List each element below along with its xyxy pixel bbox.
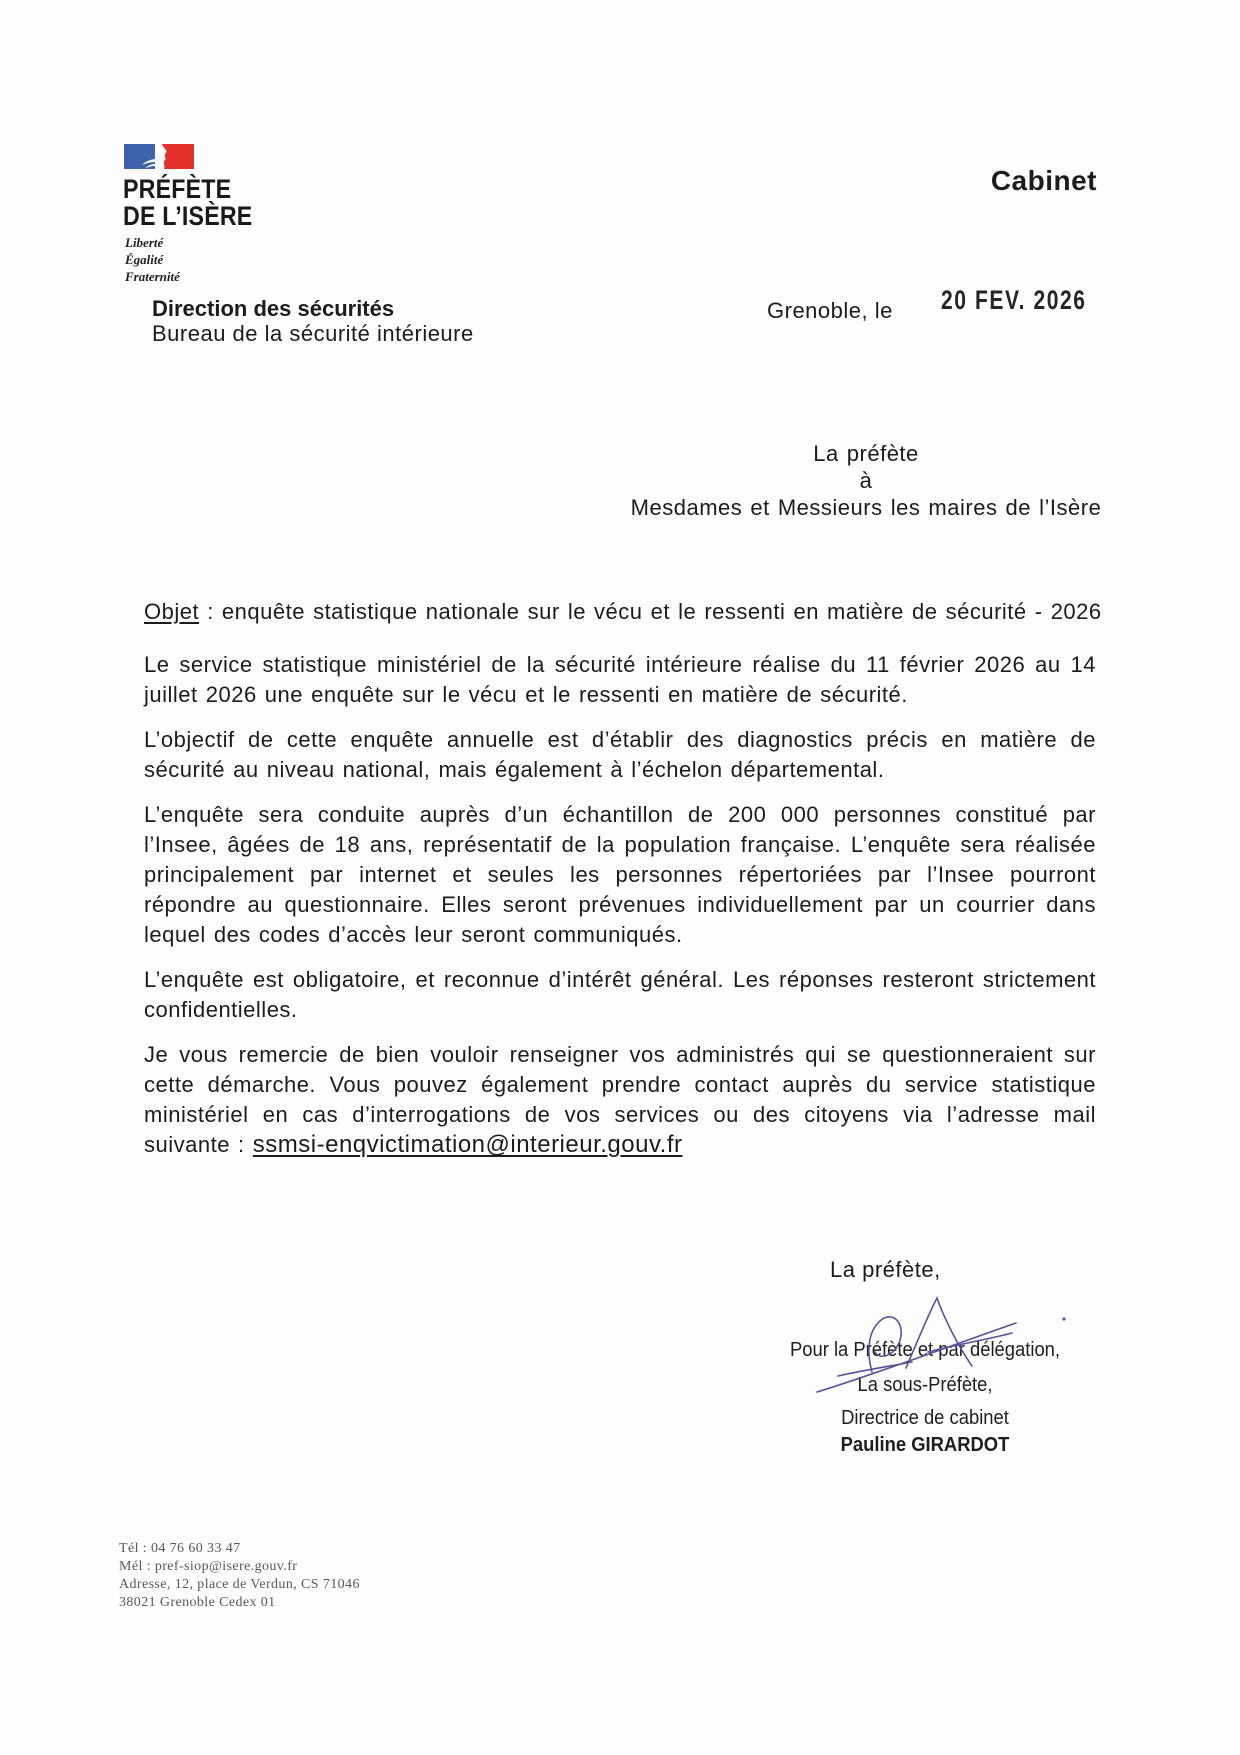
handwritten-signature bbox=[800, 1285, 1080, 1405]
marianne-logo-icon bbox=[124, 144, 194, 169]
body-paragraph-text: Je vous remercie de bien vouloir renseigner vos administrés qui se questionneraient sur cette démarche. Vous pouvez également prendre contact auprès du service statistique ministériel en cas d’interrogations de vos services ou des citoyens via l’adresse mail suivante : bbox=[144, 1042, 1096, 1157]
signature-stroke bbox=[838, 1362, 912, 1376]
motto-word: Fraternité bbox=[125, 269, 180, 284]
signature-stroke bbox=[869, 1317, 901, 1372]
letter-body bbox=[144, 650, 1096, 1175]
contact-footer bbox=[119, 1540, 360, 1612]
logo-red-band bbox=[162, 144, 194, 169]
signatory-name: Pauline GIRARDOT bbox=[840, 1434, 1010, 1456]
signature-dot bbox=[1062, 1317, 1065, 1320]
footer-phone: Tél : 04 76 60 33 47 bbox=[119, 1541, 241, 1556]
footer-address: Adresse, 12, place de Verdun, CS 71046 bbox=[119, 1577, 360, 1592]
prefecture-name bbox=[123, 176, 252, 230]
closing-title: La préfète, bbox=[830, 1257, 941, 1282]
contact-email-link[interactable]: ssmsi-enqvictimation@interieur.gouv.fr bbox=[252, 1131, 683, 1158]
body-paragraph bbox=[144, 1040, 1096, 1160]
signature-title: Directrice de cabinet bbox=[841, 1407, 1009, 1429]
subject-text: : enquête statistique nationale sur le vécu et le ressenti en matière de sécurité - 2026 bbox=[199, 599, 1102, 624]
body-paragraph: Le service statistique ministériel de la sécurité intérieure réalise du 11 février 2026 au 14 juillet 2026 une enquête sur le vécu et le ressenti en matière de sécurité. bbox=[144, 652, 1096, 707]
sender-title: La préfète bbox=[813, 441, 919, 466]
sender-department bbox=[152, 296, 474, 346]
republic-motto bbox=[125, 234, 180, 285]
subject-label: Objet bbox=[144, 599, 200, 624]
signature-delegation: Pour la Préfète et par délégation, bbox=[789, 1339, 1061, 1361]
footer-city: 38021 Grenoble Cedex 01 bbox=[119, 1595, 276, 1610]
addressing-preposition: à bbox=[859, 468, 873, 493]
authority-line: DE L’ISÈRE bbox=[123, 201, 253, 231]
subject-line bbox=[144, 597, 1102, 627]
authority-line: PRÉFÈTE bbox=[123, 174, 232, 204]
service-name: Cabinet bbox=[990, 165, 1097, 196]
body-paragraph: L’objectif de cette enquête annuelle est d’établir des diagnostics précis en matière de sécurité au niveau national, mais également à l’échelon départemental. bbox=[144, 727, 1096, 782]
body-paragraph: L’enquête est obligatoire, et reconnue d’intérêt général. Les réponses resteront strictement confidentielles. bbox=[144, 967, 1096, 1022]
date-stamp: 20 FEV. 2026 bbox=[941, 285, 1087, 315]
direction-name: Direction des sécurités bbox=[152, 296, 395, 321]
motto-word: Liberté bbox=[125, 235, 164, 250]
addressing-block bbox=[566, 440, 1166, 521]
recipients: Mesdames et Messieurs les maires de l’Isère bbox=[630, 495, 1102, 520]
signature-role: La sous-Préfète, bbox=[857, 1374, 993, 1396]
bureau-name: Bureau de la sécurité intérieure bbox=[152, 321, 474, 346]
signature-stroke bbox=[817, 1323, 1016, 1392]
body-paragraph: L’enquête sera conduite auprès d’un échantillon de 200 000 personnes constitué par l’Insee, âgées de 18 ans, représentatif de la population française. L’enquête sera réalisée principalement par internet et seules les personnes répertoriées par l’Insee pourront répondre au questionnaire. Elles seront prévenues individuellement par un courrier dans lequel des codes d’accès leur seront communiqués. bbox=[144, 802, 1096, 947]
signature-stroke bbox=[906, 1298, 972, 1368]
place-label: Grenoble, le bbox=[767, 298, 893, 323]
motto-word: Égalité bbox=[125, 252, 164, 267]
signature-stroke bbox=[928, 1333, 1012, 1352]
footer-email: Mél : pref-siop@isere.gouv.fr bbox=[119, 1559, 298, 1574]
